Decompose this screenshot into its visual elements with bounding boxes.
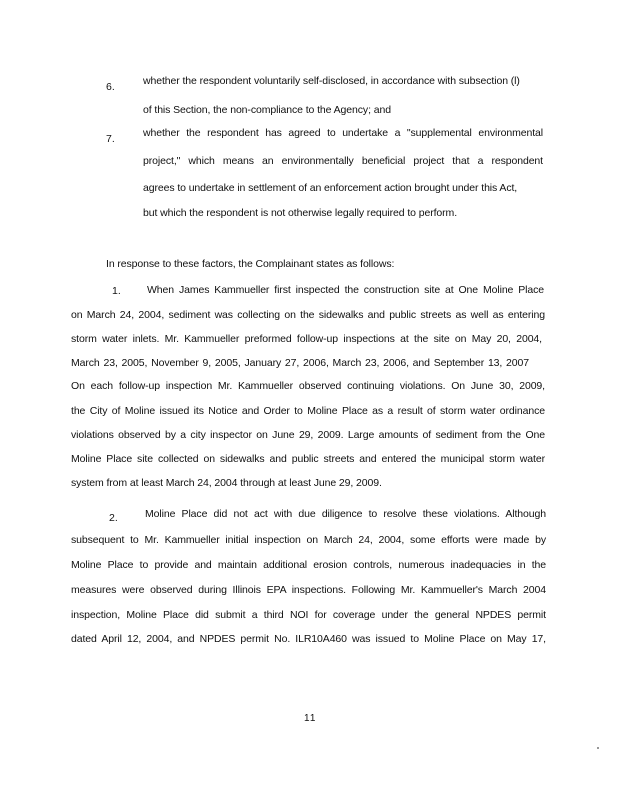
response-2-line-2: subsequent to Mr. Kammueller initial inspection on March 24, 2004, some efforts were made by xyxy=(71,534,546,546)
response-1-first-line: When James Kammueller first inspected the construction site at One Moline Place xyxy=(147,284,544,296)
response-1-line-4: March 23, 2005, November 9, 2005, January 27, 2006, March 23, 2006, and September 13, 2007 xyxy=(71,357,529,369)
response-2-first-line: Moline Place did not act with due diligence to resolve these violations. Although xyxy=(145,508,546,520)
response-1-line-5: On each follow-up inspection Mr. Kammueller observed continuing violations. On June 30, 2009, xyxy=(71,380,545,392)
response-1-line-8: Moline Place site collected on sidewalks and public streets and entered the municipal storm water xyxy=(71,453,545,465)
item-7-line-4: but which the respondent is not otherwise legally required to perform. xyxy=(143,207,458,219)
item-6-line-2: of this Section, the non-compliance to the Agency; and xyxy=(143,104,391,116)
response-1-line-9: system from at least March 24, 2004 through at least June 29, 2009. xyxy=(71,477,382,489)
response-number-2: 2. xyxy=(109,512,118,524)
response-2-line-4: measures were observed during Illinois EPA inspections. Following Mr. Kammueller's March 2004 xyxy=(71,584,546,596)
page-number: 11 xyxy=(304,713,317,724)
response-2-line-6: dated April 12, 2004, and NPDES permit No. ILR10A460 was issued to Moline Place on May 17, xyxy=(71,633,546,645)
response-1-line-7: violations observed by a city inspector on June 29, 2009. Large amounts of sediment from the One xyxy=(71,429,545,441)
intro-sentence: In response to these factors, the Complainant states as follows: xyxy=(106,258,395,270)
response-1-line-6: the City of Moline issued its Notice and Order to Moline Place as a result of storm water ordinance xyxy=(71,405,545,417)
item-7-line-2: project," which means an environmentally beneficial project that a respondent xyxy=(143,155,543,167)
item-6-line-1: whether the respondent voluntarily self-disclosed, in accordance with subsection (l) xyxy=(143,75,520,87)
response-number-1: 1. xyxy=(112,285,121,297)
item-7-line-3: agrees to undertake in settlement of an enforcement action brought under this Act, xyxy=(143,182,518,194)
response-1-line-3: storm water inlets. Mr. Kammueller preformed follow-up inspections at the site on May 20, 2004, xyxy=(71,333,542,345)
scan-speck xyxy=(597,747,599,749)
response-1-line-2: on March 24, 2004, sediment was collecting on the sidewalks and public streets as well as entering xyxy=(71,309,545,321)
list-number-6: 6. xyxy=(106,81,115,93)
list-number-7: 7. xyxy=(106,133,115,145)
item-7-line-1: whether the respondent has agreed to undertake a "supplemental environmental xyxy=(143,127,543,139)
response-2-line-5: inspection, Moline Place did submit a third NOI for coverage under the general NPDES permit xyxy=(71,609,546,621)
response-2-line-3: Moline Place to provide and maintain additional erosion controls, numerous inadequacies in the xyxy=(71,559,546,571)
